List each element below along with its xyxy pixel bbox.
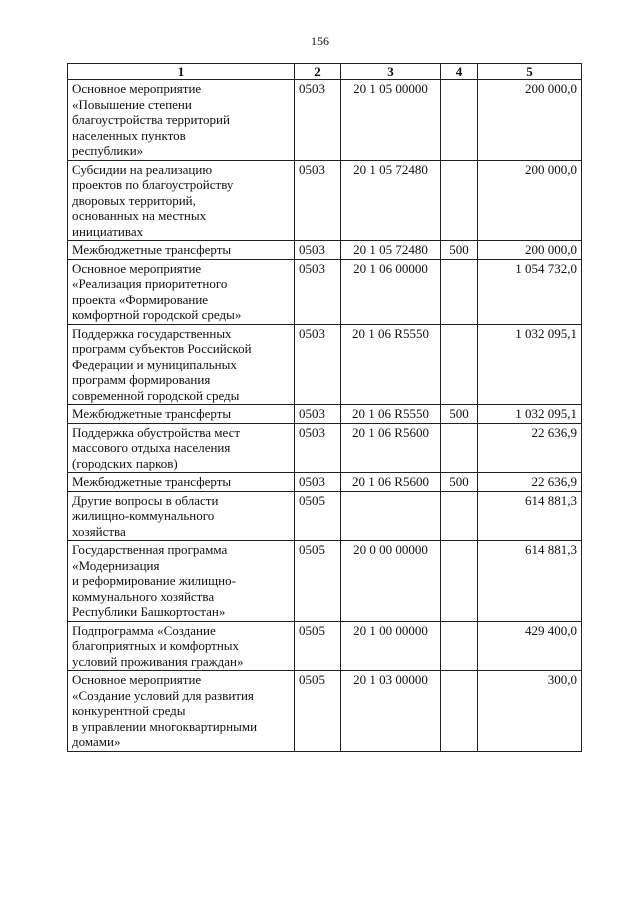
item-name: Межбюджетные трансферты [68, 241, 295, 260]
section-code: 0503 [295, 473, 341, 492]
table-body [68, 80, 582, 752]
target-code: 20 1 03 00000 [341, 671, 441, 752]
table-row [68, 541, 582, 622]
amount: 22 636,9 [478, 423, 582, 473]
item-name: Поддержка государственных программ субъектов Российской Федерации и муниципальных программ формирования современной городской среды [68, 324, 295, 405]
item-name: Основное мероприятие «Реализация приоритетного проекта «Формирование комфортной городской среды» [68, 259, 295, 324]
target-code: 20 1 06 R5600 [341, 423, 441, 473]
expense-type-code [441, 80, 478, 161]
budget-table [67, 63, 582, 752]
column-header-3: 3 [341, 64, 441, 80]
section-code: 0503 [295, 324, 341, 405]
item-name: Подпрограмма «Создание благоприятных и комфортных условий проживания граждан» [68, 621, 295, 671]
target-code: 20 1 06 R5550 [341, 405, 441, 424]
amount: 22 636,9 [478, 473, 582, 492]
table-row [68, 241, 582, 260]
amount: 614 881,3 [478, 491, 582, 541]
table-header-row [68, 64, 582, 80]
target-code: 20 1 06 R5550 [341, 324, 441, 405]
amount: 1 032 095,1 [478, 324, 582, 405]
section-code: 0505 [295, 671, 341, 752]
section-code: 0505 [295, 541, 341, 622]
amount: 1 054 732,0 [478, 259, 582, 324]
column-header-2: 2 [295, 64, 341, 80]
table-row [68, 621, 582, 671]
section-code: 0505 [295, 491, 341, 541]
target-code: 20 1 00 00000 [341, 621, 441, 671]
item-name: Межбюджетные трансферты [68, 473, 295, 492]
target-code: 20 0 00 00000 [341, 541, 441, 622]
target-code: 20 1 06 00000 [341, 259, 441, 324]
expense-type-code: 500 [441, 405, 478, 424]
expense-type-code [441, 160, 478, 241]
table-row [68, 423, 582, 473]
section-code: 0503 [295, 80, 341, 161]
amount: 200 000,0 [478, 80, 582, 161]
table-row [68, 160, 582, 241]
table-row [68, 80, 582, 161]
item-name: Основное мероприятие «Повышение степени благоустройства территорий населенных пунктов республики» [68, 80, 295, 161]
amount: 1 032 095,1 [478, 405, 582, 424]
section-code: 0503 [295, 241, 341, 260]
target-code [341, 491, 441, 541]
expense-type-code [441, 621, 478, 671]
section-code: 0505 [295, 621, 341, 671]
amount: 200 000,0 [478, 241, 582, 260]
item-name: Межбюджетные трансферты [68, 405, 295, 424]
amount: 300,0 [478, 671, 582, 752]
column-header-5: 5 [478, 64, 582, 80]
section-code: 0503 [295, 160, 341, 241]
amount: 200 000,0 [478, 160, 582, 241]
expense-type-code [441, 324, 478, 405]
column-header-4: 4 [441, 64, 478, 80]
expense-type-code [441, 541, 478, 622]
item-name: Основное мероприятие «Создание условий для развития конкурентной среды в управлении многоквартирными домами» [68, 671, 295, 752]
expense-type-code [441, 671, 478, 752]
section-code: 0503 [295, 259, 341, 324]
section-code: 0503 [295, 405, 341, 424]
table-row [68, 491, 582, 541]
item-name: Субсидии на реализацию проектов по благоустройству дворовых территорий, основанных на местных инициативах [68, 160, 295, 241]
table-row [68, 405, 582, 424]
amount: 614 881,3 [478, 541, 582, 622]
target-code: 20 1 05 00000 [341, 80, 441, 161]
table-row [68, 671, 582, 752]
target-code: 20 1 05 72480 [341, 160, 441, 241]
amount: 429 400,0 [478, 621, 582, 671]
expense-type-code: 500 [441, 473, 478, 492]
table-row [68, 324, 582, 405]
item-name: Поддержка обустройства мест массового отдыха населения (городских парков) [68, 423, 295, 473]
column-header-1: 1 [68, 64, 295, 80]
target-code: 20 1 05 72480 [341, 241, 441, 260]
expense-type-code: 500 [441, 241, 478, 260]
item-name: Государственная программа «Модернизация и реформирование жилищно- коммунального хозяйства Республики Башкортостан» [68, 541, 295, 622]
expense-type-code [441, 259, 478, 324]
expense-type-code [441, 423, 478, 473]
item-name: Другие вопросы в области жилищно-коммунального хозяйства [68, 491, 295, 541]
table-row [68, 259, 582, 324]
expense-type-code [441, 491, 478, 541]
page-number: 156 [311, 34, 329, 48]
target-code: 20 1 06 R5600 [341, 473, 441, 492]
section-code: 0503 [295, 423, 341, 473]
table-row [68, 473, 582, 492]
